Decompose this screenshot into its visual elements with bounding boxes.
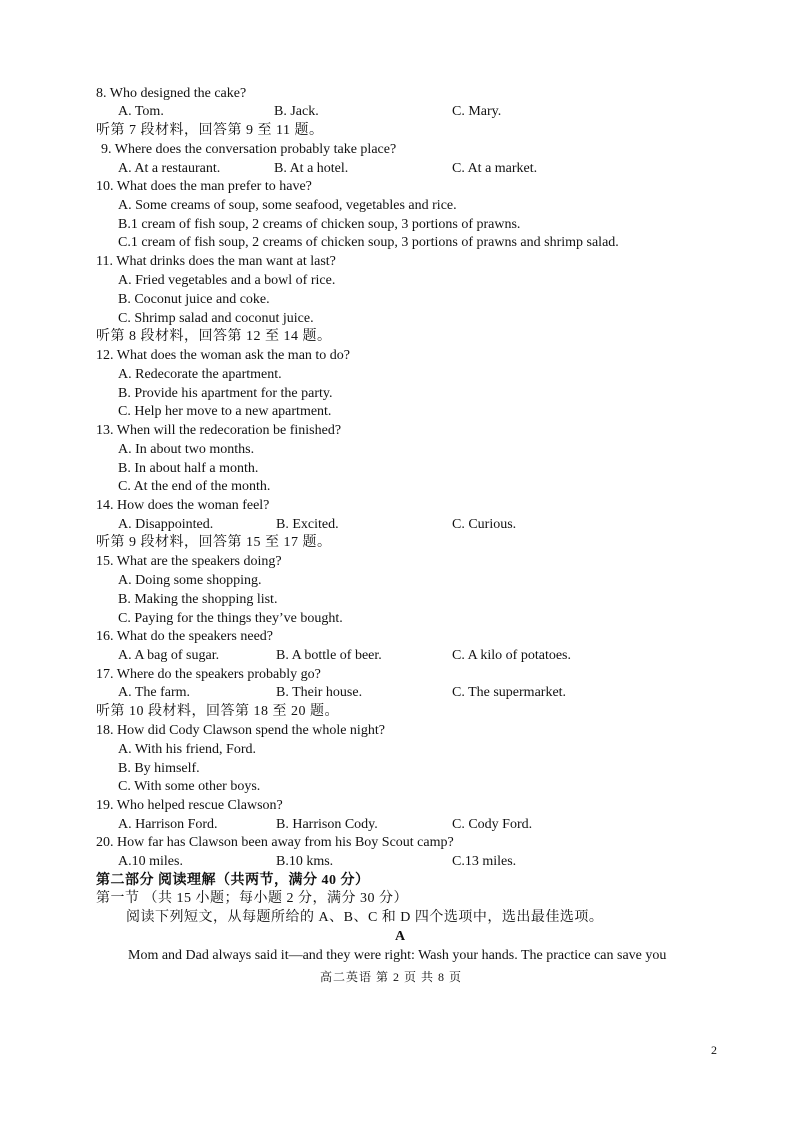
- question-20-stem: 20. How far has Clawson been away from his Boy Scout camp?: [96, 835, 454, 850]
- q13-option-c: C. At the end of the month.: [118, 479, 271, 494]
- question-8-stem: 8. Who designed the cake?: [96, 86, 247, 101]
- question-10-stem: 10. What does the man prefer to have?: [96, 179, 312, 194]
- question-19-stem: 19. Who helped rescue Clawson?: [96, 798, 283, 813]
- q20-option-b: B.10 kms.: [276, 854, 334, 869]
- question-14-stem: 14. How does the woman feel?: [96, 498, 270, 513]
- q8-option-c: C. Mary.: [452, 104, 502, 119]
- q9-option-c: C. At a market.: [452, 161, 538, 176]
- q17-option-c: C. The supermarket.: [452, 685, 567, 700]
- q10-option-a: A. Some creams of soup, some seafood, vegetables and rice.: [118, 198, 457, 213]
- section-7-instruction: 听第 7 段材料，回答第 9 至 11 题。: [96, 123, 324, 138]
- question-12-stem: 12. What does the woman ask the man to do?: [96, 348, 351, 363]
- q14-option-b: B. Excited.: [276, 517, 339, 532]
- q10-option-c: C.1 cream of fish soup, 2 creams of chicken soup, 3 portions of prawns and shrimp salad.: [118, 235, 619, 250]
- part2-section1-heading: 第一节 （共 15 小题；每小题 2 分，满分 30 分）: [96, 891, 408, 906]
- q19-option-b: B. Harrison Cody.: [276, 817, 378, 832]
- question-15-stem: 15. What are the speakers doing?: [96, 554, 282, 569]
- q18-option-b: B. By himself.: [118, 761, 200, 776]
- q14-option-c: C. Curious.: [452, 517, 517, 532]
- q18-option-a: A. With his friend, Ford.: [118, 742, 257, 757]
- q11-option-a: A. Fried vegetables and a bowl of rice.: [118, 273, 336, 288]
- q16-option-a: A. A bag of sugar.: [118, 648, 220, 663]
- q8-option-a: A. Tom.: [118, 104, 164, 119]
- q9-option-a: A. At a restaurant.: [118, 161, 221, 176]
- section-8-instruction: 听第 8 段材料，回答第 12 至 14 题。: [96, 329, 332, 344]
- q17-option-b: B. Their house.: [276, 685, 363, 700]
- q20-option-a: A.10 miles.: [118, 854, 183, 869]
- q14-option-a: A. Disappointed.: [118, 517, 214, 532]
- q20-option-c: C.13 miles.: [452, 854, 517, 869]
- q16-option-c: C. A kilo of potatoes.: [452, 648, 571, 663]
- page-number: 2: [711, 1043, 717, 1057]
- page-footer: 高二英语 第 2 页 共 8 页: [320, 970, 463, 984]
- passage-first-line: Mom and Dad always said it—and they were right: Wash your hands. The practice can save you: [128, 948, 667, 963]
- q15-option-a: A. Doing some shopping.: [118, 573, 262, 588]
- q9-option-b: B. At a hotel.: [274, 161, 349, 176]
- q12-option-c: C. Help her move to a new apartment.: [118, 404, 332, 419]
- passage-label: A: [395, 929, 406, 944]
- part2-heading: 第二部分 阅读理解（共两节，满分 40 分）: [96, 873, 370, 888]
- q19-option-a: A. Harrison Ford.: [118, 817, 218, 832]
- part2-instruction: 阅读下列短文，从每题所给的 A、B、C 和 D 四个选项中，选出最佳选项。: [126, 910, 604, 925]
- q15-option-b: B. Making the shopping list.: [118, 592, 278, 607]
- q15-option-c: C. Paying for the things they’ve bought.: [118, 611, 343, 626]
- q11-option-c: C. Shrimp salad and coconut juice.: [118, 311, 314, 326]
- q11-option-b: B. Coconut juice and coke.: [118, 292, 270, 307]
- section-10-instruction: 听第 10 段材料，回答第 18 至 20 题。: [96, 704, 339, 719]
- q10-option-b: B.1 cream of fish soup, 2 creams of chicken soup, 3 portions of prawns.: [118, 217, 521, 232]
- question-11-stem: 11. What drinks does the man want at last?: [96, 254, 336, 269]
- q17-option-a: A. The farm.: [118, 685, 191, 700]
- q19-option-c: C. Cody Ford.: [452, 817, 533, 832]
- question-9-stem: 9. Where does the conversation probably take place?: [101, 142, 397, 157]
- q8-option-b: B. Jack.: [274, 104, 319, 119]
- q18-option-c: C. With some other boys.: [118, 779, 261, 794]
- section-9-instruction: 听第 9 段材料，回答第 15 至 17 题。: [96, 535, 332, 550]
- q12-option-b: B. Provide his apartment for the party.: [118, 386, 333, 401]
- question-16-stem: 16. What do the speakers need?: [96, 629, 274, 644]
- q12-option-a: A. Redecorate the apartment.: [118, 367, 282, 382]
- question-18-stem: 18. How did Cody Clawson spend the whole night?: [96, 723, 385, 738]
- q13-option-b: B. In about half a month.: [118, 461, 259, 476]
- q13-option-a: A. In about two months.: [118, 442, 255, 457]
- q16-option-b: B. A bottle of beer.: [276, 648, 382, 663]
- question-13-stem: 13. When will the redecoration be finished?: [96, 423, 342, 438]
- question-17-stem: 17. Where do the speakers probably go?: [96, 667, 321, 682]
